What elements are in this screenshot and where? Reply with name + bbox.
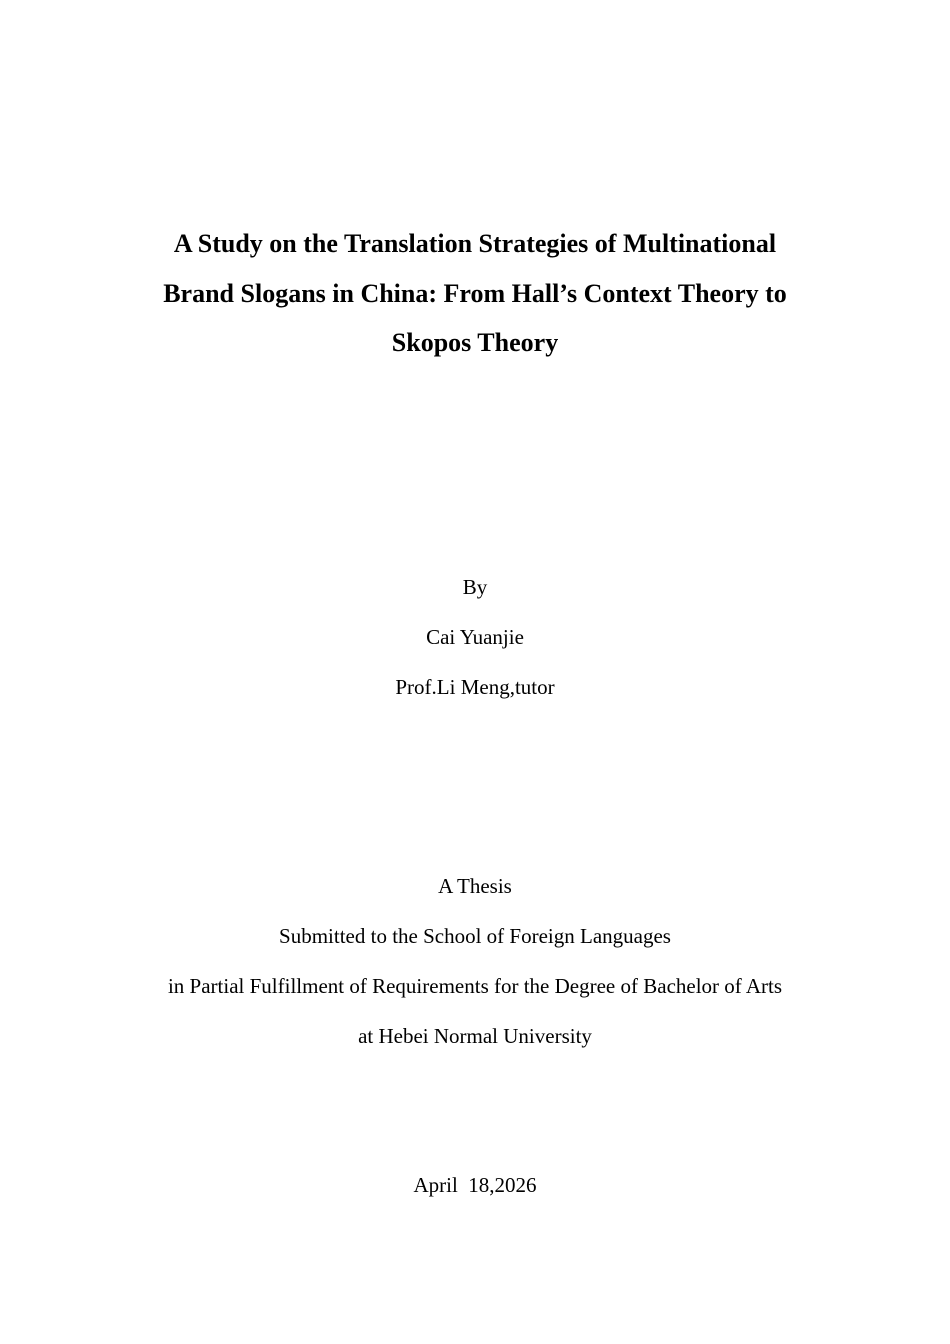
submitted-to-line: Submitted to the School of Foreign Languages [279,924,671,948]
tutor-name: Prof.Li Meng,tutor [395,675,555,699]
university-line: at Hebei Normal University [358,1024,592,1048]
thesis-title-line-2: Brand Slogans in China: From Hall’s Context Theory to [163,278,787,308]
thesis-label: A Thesis [438,874,512,898]
degree-requirement-line: in Partial Fulfillment of Requirements for the Degree of Bachelor of Arts [167,974,783,998]
by-label: By [462,575,488,599]
author-name: Cai Yuanjie [426,625,524,649]
thesis-title-line-1: A Study on the Translation Strategies of Multinational [173,229,777,258]
thesis-title-line-3: Skopos Theory [391,328,559,357]
thesis-title [100,219,850,368]
submission-date: April 18,2026 [413,1173,537,1197]
